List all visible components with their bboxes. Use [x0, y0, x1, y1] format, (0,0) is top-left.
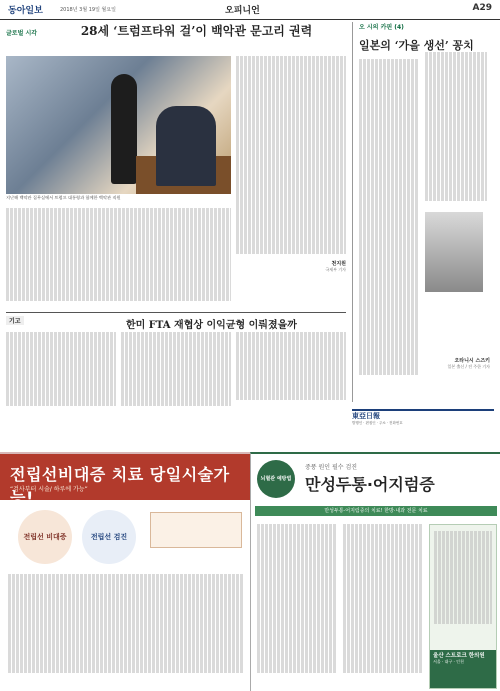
ad-side-panel	[429, 524, 497, 689]
contribution-headline: 한미 FTA 재협상 이익균형 이뤄졌을까	[126, 320, 297, 331]
ad-title: 전립선비대증 치료 당일시술가능!	[10, 465, 230, 507]
article-body-right	[236, 56, 346, 276]
article-headline: 28세 ‘트럼프타워 걸’이 백악관 문고리 권력	[80, 24, 313, 38]
hospital-info	[430, 650, 496, 688]
photo-caption: 지난해 백악관 집무실에서 트럼프 대통령과 함께한 백악관 직원	[6, 195, 121, 200]
byline-title: 일본 출신 / 전 주한 기자	[447, 364, 490, 369]
body-text	[236, 332, 346, 400]
body-text	[425, 52, 487, 201]
column-headline: 일본의 ‘가을 생선’ 꽁치	[359, 39, 474, 52]
article-body-left	[6, 208, 231, 308]
page-number: A29	[472, 3, 492, 13]
ad-circle-2: 전립선 검진	[82, 510, 136, 564]
body-text	[359, 59, 419, 375]
author-photo	[425, 212, 483, 292]
ad-bar: 만성두통·어지럼증의 치료! 한방·내과 전문 치료	[255, 506, 497, 516]
ad-small-text: 중풍 원인 필수 검진	[305, 464, 358, 471]
column-kicker: 오 시의 카핀 (4)	[359, 24, 404, 31]
photo-figure-woman	[111, 74, 137, 184]
ad-subtitle: “검사부터 시술/ 하루에 가능”	[10, 486, 88, 493]
column-byline	[448, 357, 490, 370]
byline-title: 국제부 기자	[325, 267, 346, 272]
article-kicker: 글로벌 시각	[6, 30, 38, 37]
ad-title-band	[0, 454, 250, 507]
ad-body-text	[343, 524, 423, 673]
hospital-name: 울산 스트로크 한의원	[433, 653, 485, 659]
section-divider	[6, 312, 346, 313]
newspaper-masthead: 동아일보	[8, 6, 43, 16]
publisher-box	[352, 409, 494, 447]
photo-figure-man	[156, 106, 216, 186]
body-text	[6, 332, 116, 406]
ad-badge: 뇌혈관 예방법	[257, 460, 295, 498]
byline-name: 천지원	[331, 261, 346, 267]
ad-circle-1: 전립선 비대증	[18, 510, 72, 564]
ad-prostate-clinic	[0, 452, 250, 691]
ad-body-text	[257, 524, 337, 673]
ad-body-text	[8, 574, 243, 673]
contribution-article	[6, 316, 346, 406]
body-text	[236, 56, 346, 254]
ad-headache-clinic	[250, 452, 500, 691]
byline	[325, 260, 346, 273]
hospital-locations: 서울 · 대구 · 인천	[433, 659, 464, 664]
page-header	[0, 0, 500, 20]
byline-name: 오타니시 스즈키	[454, 358, 490, 364]
column-article	[352, 22, 494, 402]
contribution-label: 기고	[6, 316, 24, 325]
ad-header	[255, 458, 497, 504]
body-text	[121, 332, 231, 406]
global-view-article	[6, 22, 346, 312]
publisher-logo: 東亞日報	[352, 412, 380, 420]
issue-date: 2018년 3월 19일 월요일	[60, 7, 117, 13]
ad-title: 만성두통·어지럼증	[305, 475, 435, 494]
section-name: 오피니언	[225, 6, 260, 16]
body-text	[6, 208, 231, 301]
ad-info-box	[150, 512, 242, 548]
ad-panel-text	[434, 531, 492, 624]
publisher-info: 발행인 · 편집인 · 주소 · 전화번호	[352, 421, 403, 425]
article-photo	[6, 56, 231, 194]
